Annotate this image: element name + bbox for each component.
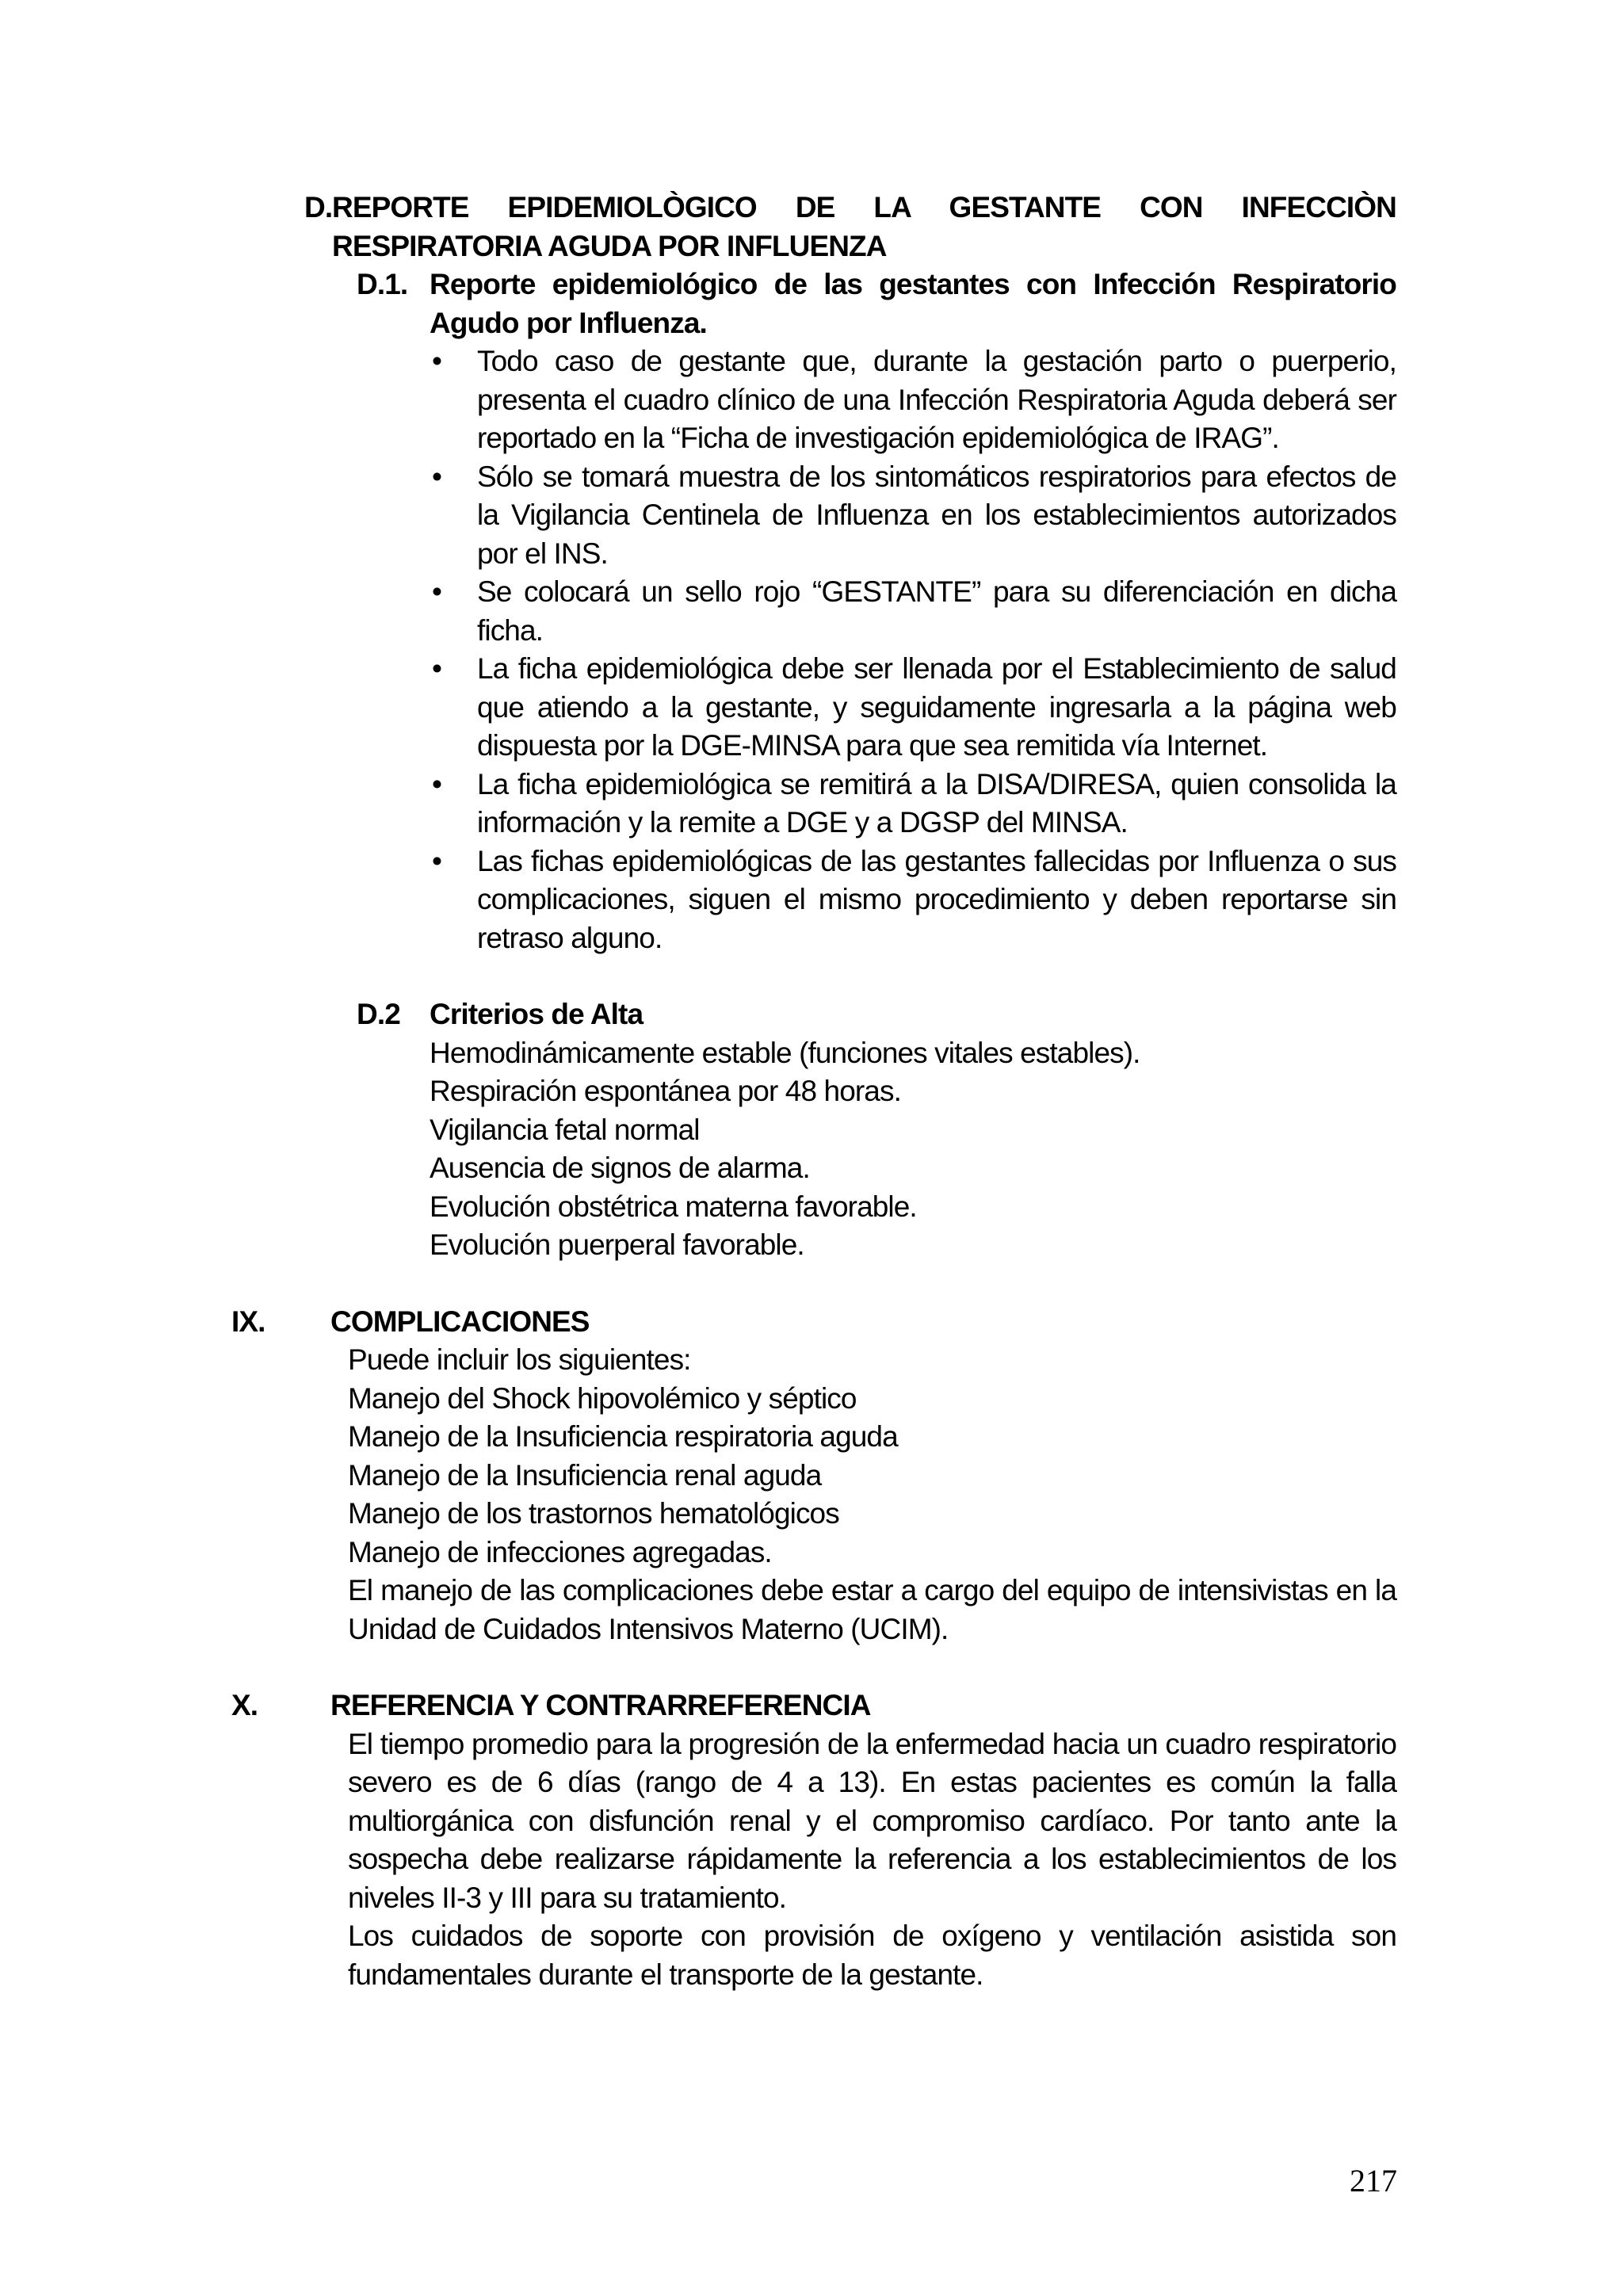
referral-paragraph: El tiempo promedio para la progresión de la enfermedad hacia un cuadro respiratorio severo es de 6 días (rango de 4 a 13). En estas pacientes es común la falla multiorgánica con disfunción renal y el compromiso cardíaco. Por tanto ante la sospecha debe realizarse rápidamente la referencia a los establecimientos de los niveles II-3 y III para su tratamiento. (348, 1727, 1396, 1914)
subsection-d2-title: Criterios de Alta (430, 998, 643, 1030)
list-item (432, 766, 1396, 842)
complication-line: Manejo de la Insuficiencia respiratoria aguda (348, 1420, 898, 1453)
section-d (231, 189, 1396, 266)
complication-line: Manejo del Shock hipovolémico y séptico (348, 1381, 857, 1415)
section-x-label: X. (231, 1689, 258, 1721)
complication-line: Manejo de los trastornos hematológicos (348, 1497, 839, 1530)
list-item (432, 342, 1396, 458)
d1-bullet-list (231, 342, 1396, 957)
discharge-criterion: Respiración espontánea por 48 horas. (430, 1075, 901, 1107)
bullet-text: Todo caso de gestante que, durante la gestación parto o puerperio, presenta el cuadro clínico de una Infección Respiratoria Aguda deberá ser reportado en la “Ficha de investigación epidemiológica de IRAG”. (477, 345, 1396, 454)
bullet-icon: • (432, 652, 442, 685)
list-item (432, 573, 1396, 650)
page-content (231, 189, 1396, 1994)
subsection-d1 (231, 266, 1396, 342)
section-d-label: D. (304, 191, 333, 223)
list-item (432, 842, 1396, 958)
bullet-text: Sólo se tomará muestra de los sintomáticos respiratorios para efectos de la Vigilancia Centinela de Influenza en los establecimientos autorizados por el INS. (477, 460, 1396, 570)
referral-paragraph: Los cuidados de soporte con provisión de oxígeno y ventilación asistida son fundamentales durante el transporte de la gestante. (348, 1920, 1396, 1991)
discharge-criterion: Ausencia de signos de alarma. (430, 1152, 810, 1184)
section-x-body (330, 1725, 1396, 1995)
list-item (432, 650, 1396, 766)
complication-line: Manejo de la Insuficiencia renal aguda (348, 1458, 822, 1492)
section-d-title: REPORTE EPIDEMIOLÒGICO DE LA GESTANTE CON INFECCIÒN RESPIRATORIA AGUDA POR INFLUENZA (332, 191, 1396, 262)
discharge-criterion: Evolución obstétrica materna favorable. (430, 1190, 917, 1223)
bullet-icon: • (432, 575, 442, 608)
section-x (231, 1687, 1396, 1994)
bullet-text: Se colocará un sello rojo “GESTANTE” para su diferenciación en dicha ficha. (477, 575, 1396, 647)
complication-line: Puede incluir los siguientes: (348, 1343, 691, 1376)
bullet-text: Las fichas epidemiológicas de las gestantes fallecidas por Influenza o sus complicaciones, siguen el mismo procedimiento y deben reportarse sin retraso alguno. (477, 844, 1396, 954)
section-ix (231, 1303, 1396, 1649)
bullet-icon: • (432, 767, 442, 800)
bullet-text: La ficha epidemiológica se remitirá a la DISA/DIRESA, quien consolida la información y la remite a DGE y a DGSP del MINSA. (477, 767, 1396, 839)
bullet-icon: • (432, 345, 442, 377)
page-number: 217 (1350, 2163, 1397, 2199)
complications-paragraph: El manejo de las complicaciones debe estar a cargo del equipo de intensivistas en la Unidad de Cuidados Intensivos Materno (UCIM). (348, 1574, 1396, 1645)
section-ix-title: COMPLICACIONES (330, 1305, 590, 1338)
discharge-criterion: Evolución puerperal favorable. (430, 1228, 804, 1261)
list-item (432, 458, 1396, 574)
discharge-criterion: Hemodinámicamente estable (funciones vitales estables). (430, 1036, 1140, 1069)
bullet-icon: • (432, 460, 442, 493)
section-x-title: REFERENCIA Y CONTRARREFERENCIA (330, 1689, 871, 1721)
subsection-d2 (231, 995, 1396, 1265)
subsection-d1-title: Reporte epidemiológico de las gestantes con Infección Respiratorio Agudo por Influenza. (430, 268, 1396, 339)
subsection-d1-label: D.1. (357, 268, 408, 300)
bullet-text: La ficha epidemiológica debe ser llenada por el Establecimiento de salud que atiendo a la gestante, y seguidamente ingresarla a la página web dispuesta por la DGE-MINSA para que sea remitida vía Internet. (477, 652, 1396, 762)
complication-line: Manejo de infecciones agregadas. (348, 1535, 772, 1568)
subsection-d2-label: D.2 (357, 998, 400, 1030)
bullet-icon: • (432, 844, 442, 877)
discharge-criterion: Vigilancia fetal normal (430, 1113, 700, 1146)
section-ix-label: IX. (231, 1305, 265, 1338)
section-ix-body (330, 1341, 1396, 1648)
